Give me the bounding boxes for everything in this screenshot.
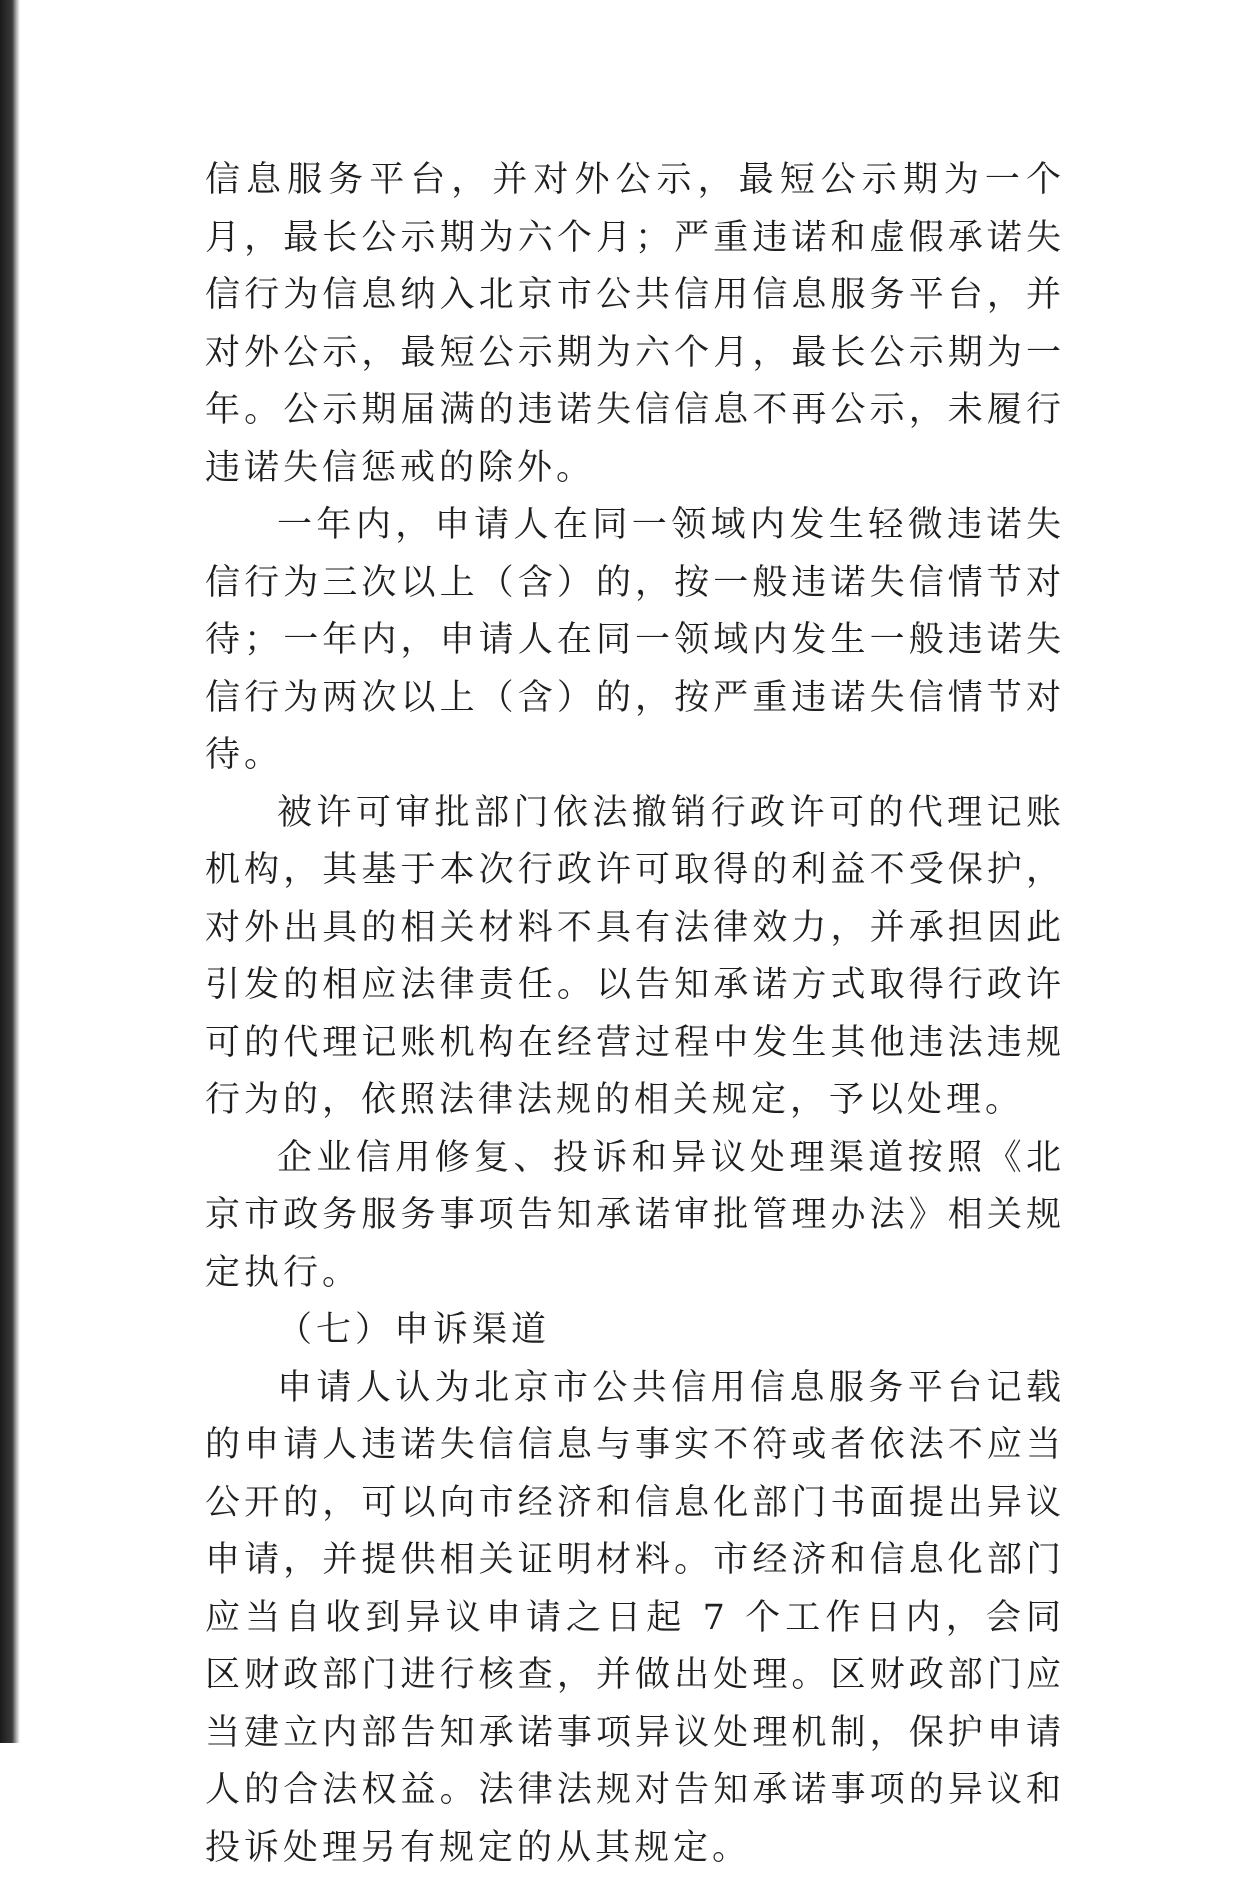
scan-edge-shadow [0, 0, 20, 1743]
paragraph-revocation: 被许可审批部门依法撤销行政许可的代理记账机构，其基于本次行政许可取得的利益不受保护，对外出具的相关材料不具有法律效力，并承担因此引发的相应法律责任。以告知承诺方式取得行政许可的代理记账机构在经营过程中发生其他违法违规行为的，依照法律法规的相关规定，予以处理。 [205, 785, 1065, 1130]
paragraph-repeat-violation: 一年内，申请人在同一领域内发生轻微违诺失信行为三次以上（含）的，按一般违诺失信情节对待；一年内，申请人在同一领域内发生一般违诺失信行为两次以上（含）的，按严重违诺失信情节对待。 [205, 497, 1065, 785]
document-body [205, 152, 1065, 1877]
paragraph-continuation: 信息服务平台，并对外公示，最短公示期为一个月，最长公示期为六个月；严重违诺和虚假承诺失信行为信息纳入北京市公共信用信息服务平台，并对外公示，最短公示期为六个月，最长公示期为一年。公示期届满的违诺失信信息不再公示，未履行违诺失信惩戒的除外。 [205, 152, 1065, 497]
section-heading-appeal-channel: （七）申诉渠道 [205, 1302, 1065, 1360]
paragraph-credit-repair: 企业信用修复、投诉和异议处理渠道按照《北京市政务服务事项告知承诺审批管理办法》相关规定执行。 [205, 1130, 1065, 1303]
paragraph-appeal: 申请人认为北京市公共信用信息服务平台记载的申请人违诺失信信息与事实不符或者依法不应当公开的，可以向市经济和信息化部门书面提出异议申请，并提供相关证明材料。市经济和信息化部门应当自收到异议申请之日起 7 个工作日内，会同区财政部门进行核查，并做出处理。区财政部门应当建立内部告知承诺事项异议处理机制，保护申请人的合法权益。法律法规对告知承诺事项的异议和投诉处理另有规定的从其规定。 [205, 1360, 1065, 1877]
